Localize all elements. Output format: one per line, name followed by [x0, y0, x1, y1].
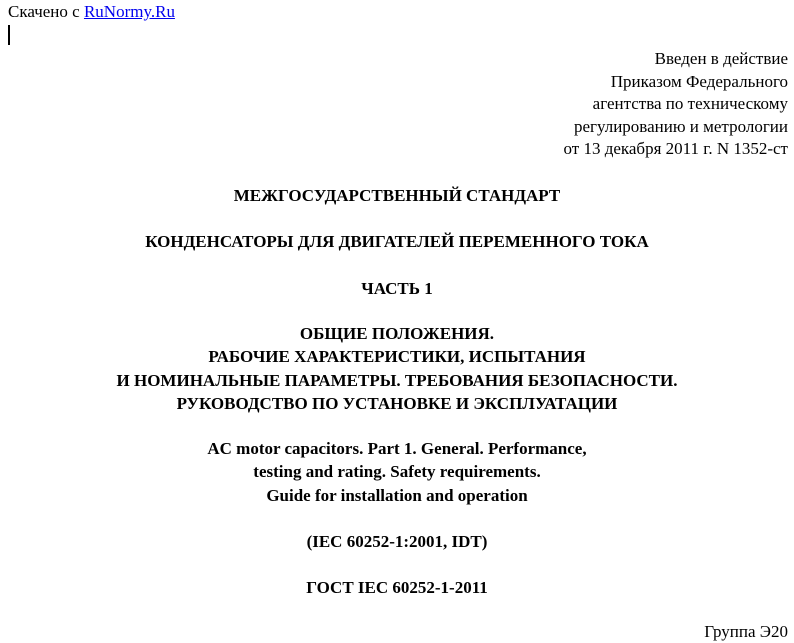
source-link[interactable]: RuNormy.Ru: [83, 2, 175, 21]
enactment-line: Введен в действие: [654, 49, 788, 68]
subtitle-line: ОБЩИЕ ПОЛОЖЕНИЯ.: [299, 324, 495, 343]
document-title: [0, 230, 794, 253]
iec-reference-text: (IEC 60252-1:2001, IDT): [306, 532, 488, 551]
text-cursor: [8, 25, 10, 45]
subtitle-block: [0, 322, 794, 415]
english-title-line: testing and rating. Safety requirements.: [253, 462, 541, 482]
document-title-text: КОНДЕНСАТОРЫ ДЛЯ ДВИГАТЕЛЕЙ ПЕРЕМЕННОГО ТОКА: [145, 232, 649, 251]
iec-reference: [0, 530, 794, 553]
subtitle-line: И НОМИНАЛЬНЫЕ ПАРАМЕТРЫ. ТРЕБОВАНИЯ БЕЗОПАСНОСТИ.: [116, 370, 678, 390]
source-line: [8, 2, 175, 22]
enactment-line: агентства по техническому: [592, 94, 788, 113]
enactment-line: Приказом Федерального: [610, 71, 788, 91]
part-heading-text: ЧАСТЬ 1: [361, 279, 433, 298]
standard-type-text: МЕЖГОСУДАРСТВЕННЫЙ СТАНДАРТ: [233, 186, 561, 205]
enactment-block: [563, 48, 788, 161]
standard-type-heading: [0, 184, 794, 207]
subtitle-line: РАБОЧИЕ ХАРАКТЕРИСТИКИ, ИСПЫТАНИЯ: [208, 347, 586, 367]
gost-number-text: ГОСТ IEC 60252-1-2011: [306, 578, 488, 597]
subtitle-line: РУКОВОДСТВО ПО УСТАНОВКЕ И ЭКСПЛУАТАЦИИ: [176, 393, 618, 413]
enactment-line: от 13 декабря 2011 г. N 1352-ст: [563, 139, 788, 158]
gost-number: [0, 576, 794, 599]
part-heading: [0, 277, 794, 300]
source-prefix: Скачено с: [8, 2, 84, 21]
english-title-block: [0, 437, 794, 507]
english-title-line: Guide for installation and operation: [266, 485, 528, 505]
group-code: Группа Э20: [704, 622, 788, 641]
enactment-line: регулированию и метрологии: [573, 116, 788, 136]
english-title-line: AC motor capacitors. Part 1. General. Performance,: [207, 439, 587, 458]
